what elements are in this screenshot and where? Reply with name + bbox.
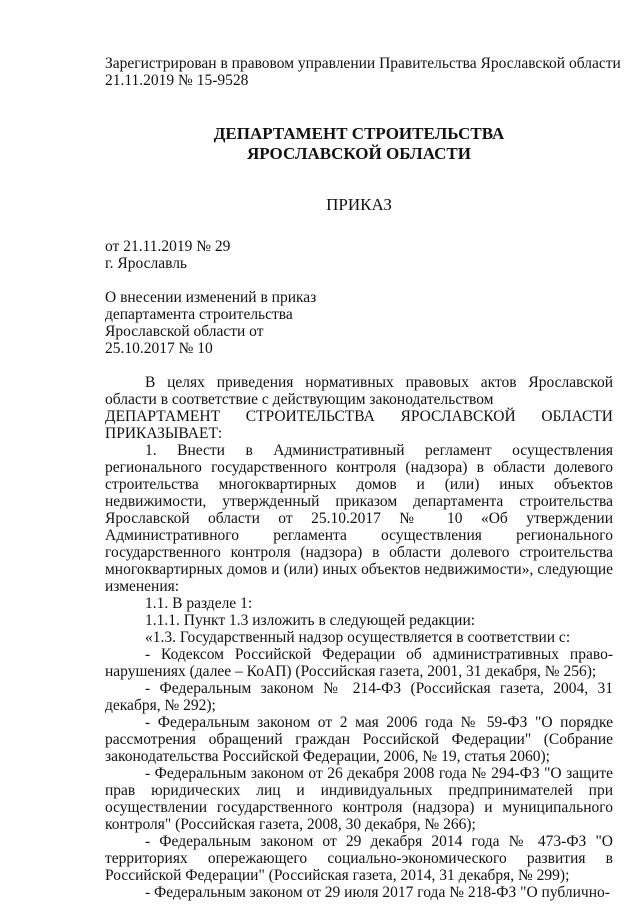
intro-paragraph: В целях приведения нормативных правовых актов Ярославской области в соответствие с действующим законодательством bbox=[105, 374, 613, 408]
law-item-4: - Федеральным законом от 26 декабря 2008 года № 294-ФЗ "О защите прав юридических лиц и индивидуальных предпринимателей при осуществлении государственного контроля (надзора) и муниципального контроля" (Российская газета, 2008, 30 декабря, № 266); bbox=[105, 765, 613, 833]
registration-line-1: Зарегистрирован в правовом управлении Правительства Ярославской области bbox=[105, 55, 621, 72]
subject-line-2: департамента строительства bbox=[105, 306, 293, 323]
document-subject bbox=[105, 289, 613, 357]
date-number: от 21.11.2019 № 29 bbox=[105, 238, 231, 255]
department-line-1: ДЕПАРТАМЕНТ СТРОИТЕЛЬСТВА bbox=[213, 124, 505, 143]
law-item-1: - Кодексом Российской Федерации об административных право-нарушениях (далее – КоАП) (Российская газета, 2001, 31 декабря, № 256); bbox=[105, 646, 613, 680]
law-item-2: - Федеральным законом № 214-ФЗ (Российская газета, 2004, 31 декабря, № 292); bbox=[105, 680, 613, 714]
registration-note bbox=[105, 55, 621, 89]
item-1-1: 1.1. В разделе 1: bbox=[145, 595, 253, 612]
registration-line-2: 21.11.2019 № 15-9528 bbox=[105, 72, 249, 89]
document-meta bbox=[105, 238, 613, 272]
document-body bbox=[105, 374, 613, 901]
law-item-6: - Федеральным законом от 29 июля 2017 года № 218-ФЗ "О публично- bbox=[145, 884, 610, 901]
item-1: 1. Внести в Административный регламент осуществления регионального государственного контроля (надзора) в области долевого строительства многоквартирных домов и (или) иных объектов недвижимости, утвержденный приказом департамента строительства Ярославской области от 25.10.2017 № 10 «Об утверждении Административного регламента осуществления регионального государственного контроля (надзора) в области долевого строительства многоквартирных домов и (или) иных объектов недвижимости», следующие изменения: bbox=[105, 442, 613, 595]
department-heading bbox=[105, 124, 613, 164]
law-item-3: - Федеральным законом от 2 мая 2006 года № 59-ФЗ "О порядке рассмотрения обращений граждан Российской Федерации" (Собрание законодательства Российской Федерации, 2006, № 19, статья 2060); bbox=[105, 714, 613, 765]
subject-line-1: О внесении изменений в приказ bbox=[105, 289, 317, 306]
document-type-title: ПРИКАЗ bbox=[326, 195, 392, 214]
subject-line-4: 25.10.2017 № 10 bbox=[105, 340, 213, 357]
item-1-1-1: 1.1.1. Пункт 1.3 изложить в следующей редакции: bbox=[145, 612, 476, 629]
orders-line-2: ПРИКАЗЫВАЕТ: bbox=[105, 425, 223, 442]
quote-start: «1.3. Государственный надзор осуществляется в соответствии с: bbox=[145, 629, 571, 646]
law-item-5: - Федеральным законом от 29 декабря 2014 года № 473-ФЗ "О территориях опережающего социально-экономического развития в Российской Федерации" (Российская газета, 2014, 31 декабря, № 299); bbox=[105, 833, 613, 884]
document-page bbox=[105, 55, 621, 901]
city: г. Ярославль bbox=[105, 255, 187, 272]
department-line-2: ЯРОСЛАВСКОЙ ОБЛАСТИ bbox=[247, 144, 471, 163]
subject-line-3: Ярославской области от bbox=[105, 323, 264, 340]
orders-line-1: ДЕПАРТАМЕНТ СТРОИТЕЛЬСТВА ЯРОСЛАВСКОЙ ОБЛАСТИ bbox=[105, 408, 613, 425]
